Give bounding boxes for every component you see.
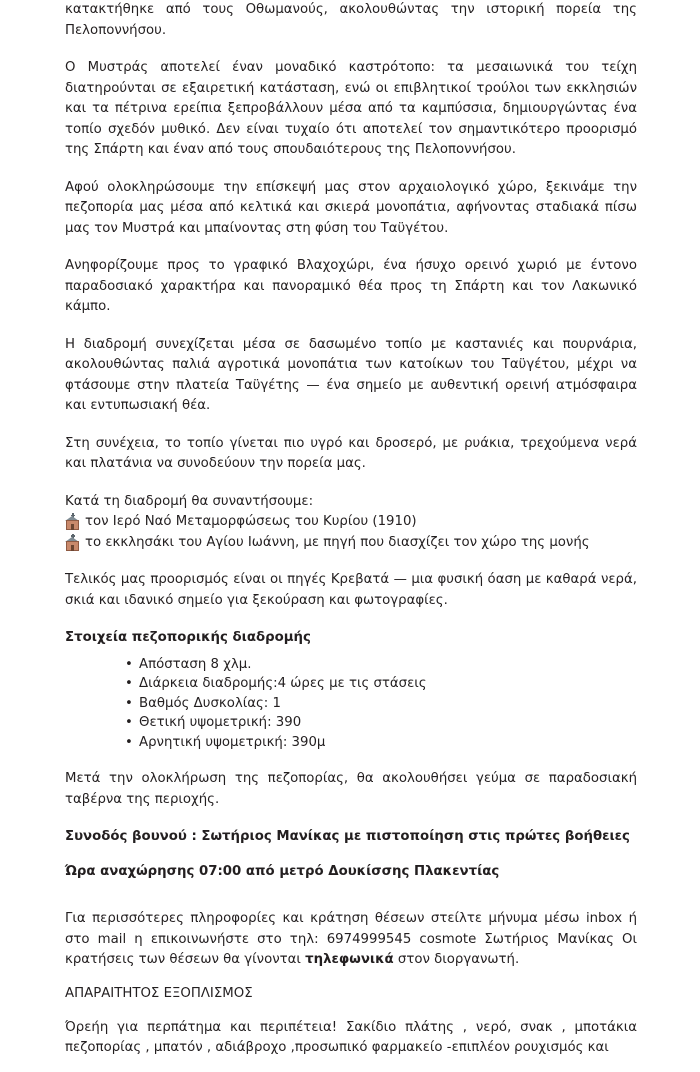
paragraph-destination: Τελικός μας προορισμός είναι οι πηγές Κρεβατά — μια φυσική όαση με καθαρά νερά, σκιά και ιδανικό σημείο για ξεκούραση και φωτογραφίες. [65, 572, 637, 608]
paragraph-6: Στη συνέχεια, το τοπίο γίνεται πιο υγρό και δροσερό, με ρυάκια, τρεχούμενα νερά και πλατάνια να συνοδεύουν την πορεία μας. [65, 435, 637, 471]
details-list [65, 655, 637, 753]
paragraph-route-intro: Κατά τη διαδρομή θα συναντήσουμε: [65, 493, 314, 509]
church-icon [65, 536, 80, 551]
equipment-heading: ΑΠΑΡΑΙΤΗΤΟΣ ΕΞΟΠΛΙΣΜΟΣ [65, 986, 253, 1002]
spacer [65, 553, 637, 570]
spacer [65, 848, 637, 862]
spacer [65, 417, 637, 434]
guide-line: Συνοδός βουνού : Σωτήριος Μανίκας με πιστοποίηση στις πρώτες βοήθειες [65, 829, 630, 844]
list-item: • Διάρκεια διαδρομής:4 ώρες με τις στάσεις [125, 674, 637, 694]
contact-text-bold: τηλεφωνικά [305, 952, 394, 968]
section-heading-details: Στοιχεία πεζοπορικής διαδρομής [65, 630, 311, 645]
list-item: • Απόσταση 8 χλμ. [125, 655, 637, 675]
list-item: • Αρνητική υψομετρική: 390μ [125, 733, 637, 753]
spacer [65, 882, 637, 896]
spacer [65, 239, 637, 256]
paragraph-5: Η διαδρομή συνεχίζεται μέσα σε δασωμένο τοπίο με καστανιές και πουρνάρια, ακολουθώντας παλιά αγροτικά μονοπάτια των κατοίκων του Ταϋγέτου, μέχρι να φτάσουμε στην πλατεία Ταϋγέτης — ένα σημείο με αυθεντική ορεινή ατμόσφαιρα και εντυπωσιακή θέα. [65, 336, 637, 413]
departure-line: Ώρα αναχώρησης 07:00 από μετρό Δουκίσσης Πλακεντίας [65, 863, 500, 879]
document-body [65, 0, 637, 1072]
equipment-text: Όρεήη για περπάτημα και περιπέτεια! Σακίδιο πλάτης , νερό, σνακ , μποτάκια πεζοπορίας , μπατόν , αδιάβροχο ,προσωπικό φαρμακείο -επιπλέον ρουχισμός και [65, 1019, 637, 1056]
paragraph-4: Ανηφορίζουμε προς το γραφικό Βλαχοχώρι, ένα ήσυχο ορεινό χωριό με έντονο παραδοσιακό χαρακτήρα και πανοραμικό θέα προς τη Σπάρτη και τον Λακωνικό κάμπο. [65, 258, 637, 314]
spacer [65, 318, 637, 335]
list-item-label: το εκκλησάκι του Αγίου Ιωάννη, με πηγή που διασχίζει τον χώρο της μονής [85, 534, 590, 550]
paragraph-2: Ο Μυστράς αποτελεί έναν μοναδικό καστρότοπο: τα μεσαιωνικά του τείχη διατηρούνται σε εξαιρετική κατάσταση, ενώ οι επιβλητικοί τρούλοι των εκκλησιών και τα πέτρινα ερείπια ξεπροβάλλουν μέσα από τα καμπύσσια, δημιουργώντας ένα τοπίο σχεδόν μυθικό. Δεν είναι τυχαίο ότι αποτελεί τον σημαντικότερο προορισμό της Σπάρτη και έναν από τους σπουδαιότερους της Πελοποννήσου. [65, 60, 637, 157]
paragraph-1: κατακτήθηκε από τους Οθωμανούς, ακολουθώντας την ιστορική πορεία της Πελοποννήσου. [65, 2, 637, 38]
spacer [65, 475, 637, 492]
spacer [65, 161, 637, 178]
spacer [65, 41, 637, 58]
church-icon [65, 515, 80, 530]
list-item [65, 533, 637, 554]
paragraph-meal: Μετά την ολοκλήρωση της πεζοπορίας, θα ακολουθήσει γεύμα σε παραδοσιακή ταβέρνα της περιοχής. [65, 771, 637, 807]
list-item: • Θετική υψομετρική: 390 [125, 713, 637, 733]
contact-text-pre: Για περισσότερες πληροφορίες και κράτηση θέσεων στείλτε μήνυμα μέσω inbox ή στο mail η επικοινωνήστε στο τηλ: 6974999545 cosmote Σωτήριος Μανίκας Οι κρατήσεις των θέσεων θα γίνονται [65, 911, 637, 968]
contact-text-post: στον διοργανωτή. [393, 952, 520, 968]
spacer [65, 752, 637, 769]
list-item: • Βαθμός Δυσκολίας: 1 [125, 694, 637, 714]
list-item [65, 512, 637, 533]
paragraph-3: Αφού ολοκληρώσουμε την επίσκεψή μας στον αρχαιολογικό χώρο, ξεκινάμε την πεζοπορία μας μέσα από κελτικά και σκιερά μονοπάτια, αφήνοντας σταδιακά πίσω μας τον Μυστρά και μπαίνοντας στη φύση του Ταϋγέτου. [65, 179, 637, 236]
contact-paragraph [65, 909, 637, 971]
spacer [65, 611, 637, 628]
list-item-label: τον Ιερό Ναό Μεταμορφώσεως του Κυρίου (1910) [85, 514, 417, 529]
